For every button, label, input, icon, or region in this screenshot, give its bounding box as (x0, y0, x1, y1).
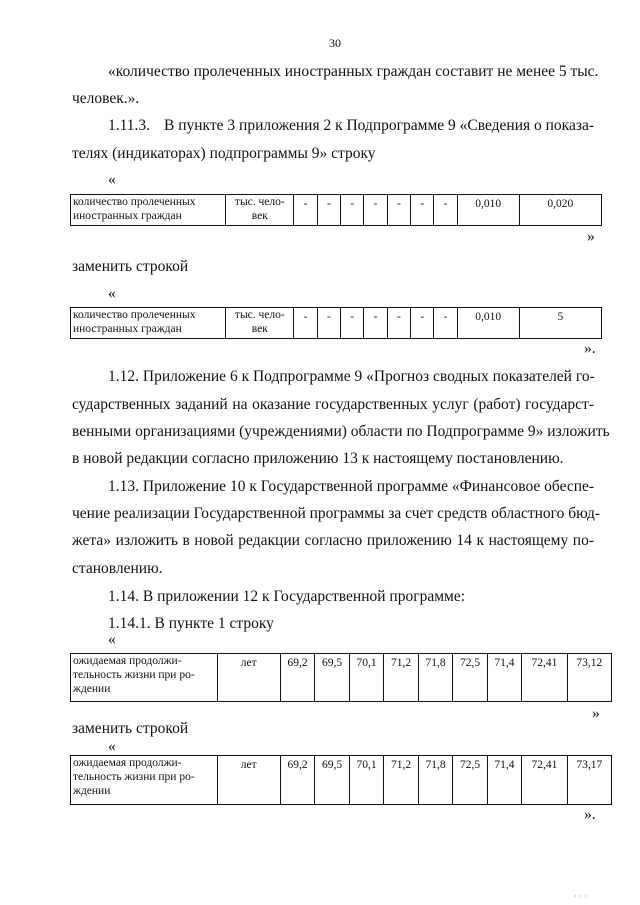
table-cell-value: 72,41 (522, 654, 567, 702)
table-cell-unit: лет (217, 756, 280, 805)
table-cell: - (434, 195, 457, 226)
table-cell: - (411, 195, 434, 226)
table-cell-value: 71,2 (384, 654, 418, 702)
life-expectancy-table-replacement (70, 755, 612, 805)
cell-text: количество пролеченных (73, 309, 196, 321)
table-cell-name (71, 654, 218, 702)
page-number: 30 (329, 36, 341, 50)
table-cell-value: 69,2 (280, 756, 314, 805)
corner-mark: · · · (574, 891, 588, 901)
cell-text: ждении (73, 683, 111, 695)
paragraph-1-14: 1.14. В приложении 12 к Государственной программе: (108, 588, 466, 605)
quote-close-dot-4: ». (584, 806, 596, 823)
table-cell: - (387, 308, 410, 339)
cell-text: иностранных граждан (73, 210, 182, 222)
paragraph-1-13-line-1: 1.13. Приложение 10 к Государственной программе «Финансовое обеспе- (108, 478, 595, 495)
cell-text: век (251, 210, 268, 222)
table-cell: - (341, 195, 364, 226)
table-cell-unit: лет (217, 654, 280, 702)
table-cell-value: 71,8 (418, 654, 452, 702)
text-line-3: В пункте 3 приложения 2 к Подпрограмме 9 «Сведения о показа- (164, 117, 595, 134)
indicator-table-original (70, 194, 602, 226)
table-cell-value: 0,010 (457, 308, 519, 339)
table-cell: - (411, 308, 434, 339)
cell-text: тельность жизни при ро- (73, 669, 195, 681)
quote-open-1: « (108, 171, 116, 188)
cell-text: ждении (73, 785, 111, 797)
text-line-2: человек.». (72, 90, 140, 107)
table-cell-value: 71,4 (487, 756, 521, 805)
quote-close-1: » (587, 228, 595, 245)
table-cell-value: 71,2 (384, 756, 418, 805)
table-cell: - (317, 195, 340, 226)
replace-label-2: заменить строкой (72, 720, 189, 737)
cell-text: ожидаемая продолжи- (73, 757, 182, 769)
cell-text: век (251, 323, 268, 335)
table-cell-value: 72,5 (453, 654, 487, 702)
cell-text: ожидаемая продолжи- (73, 655, 182, 667)
table-cell-value: 69,5 (315, 654, 349, 702)
cell-text: тыс. чело- (234, 196, 285, 208)
table-cell: - (434, 308, 457, 339)
table-cell-value: 0,020 (519, 195, 601, 226)
table-cell: - (294, 308, 317, 339)
table-cell-value: 71,4 (487, 654, 521, 702)
table-cell-value: 73,12 (567, 654, 611, 702)
table-cell-value: 0,010 (457, 195, 519, 226)
table-cell-value: 72,41 (522, 756, 567, 805)
table-cell-unit (226, 195, 294, 226)
table-cell-name (71, 756, 218, 805)
table-cell-value: 69,5 (315, 756, 349, 805)
replace-label-1: заменить строкой (72, 258, 189, 275)
cell-text: тельность жизни при ро- (73, 771, 195, 783)
quote-close-dot-2: ». (584, 340, 596, 357)
paragraph-1-12-line-4: в новой редакции согласно приложению 13 к настоящему постановлению. (72, 450, 564, 467)
table-cell-value: 73,17 (567, 756, 611, 805)
paragraph-1-13-line-2: чение реализации Государственной программы за счет средств областного бюд- (72, 505, 600, 522)
table-cell-name (71, 195, 226, 226)
table-cell: - (294, 195, 317, 226)
table-cell-value: 72,5 (453, 756, 487, 805)
cell-text: тыс. чело- (234, 309, 285, 321)
table-cell: - (341, 308, 364, 339)
quote-open-3: « (108, 631, 116, 648)
text-line-4: телях (индикаторах) подпрограммы 9» строку (72, 145, 376, 162)
table-cell-value: 70,1 (349, 654, 383, 702)
table-cell-value: 71,8 (418, 756, 452, 805)
table-cell-name (71, 308, 226, 339)
paragraph-1-13-line-3: жета» изложить в новой редакции согласно приложению 14 к настоящему по- (72, 532, 594, 549)
quote-open-2: « (108, 285, 116, 302)
paragraph-1-12-line-1: 1.12. Приложение 6 к Подпрограмме 9 «Прогноз сводных показателей го- (108, 368, 595, 385)
table-cell: - (317, 308, 340, 339)
paragraph-1-13-line-4: становлению. (72, 560, 163, 577)
table-cell-value: 70,1 (349, 756, 383, 805)
paragraph-1-14-1: 1.14.1. В пункте 1 строку (108, 615, 274, 632)
table-cell-value: 5 (519, 308, 601, 339)
item-number-1-11-3: 1.11.3. (108, 117, 151, 134)
table-cell-value: 69,2 (280, 654, 314, 702)
table-cell: - (364, 308, 387, 339)
table-cell: - (364, 195, 387, 226)
indicator-table-replacement (70, 307, 602, 339)
quote-open-4: « (108, 738, 116, 755)
life-expectancy-table-original (70, 653, 612, 702)
text-line-1: «количество пролеченных иностранных граждан составит не менее 5 тыс. (108, 63, 599, 80)
table-cell-unit (226, 308, 294, 339)
table-cell: - (387, 195, 410, 226)
paragraph-1-12-line-3: венными организациями (учреждениями) области по Подпрограмме 9» изложить (72, 423, 610, 440)
cell-text: иностранных граждан (73, 323, 182, 335)
paragraph-1-12-line-2: сударственных заданий на оказание государственных услуг (работ) государст- (72, 396, 594, 413)
cell-text: количество пролеченных (73, 196, 196, 208)
quote-close-3: » (592, 705, 600, 722)
